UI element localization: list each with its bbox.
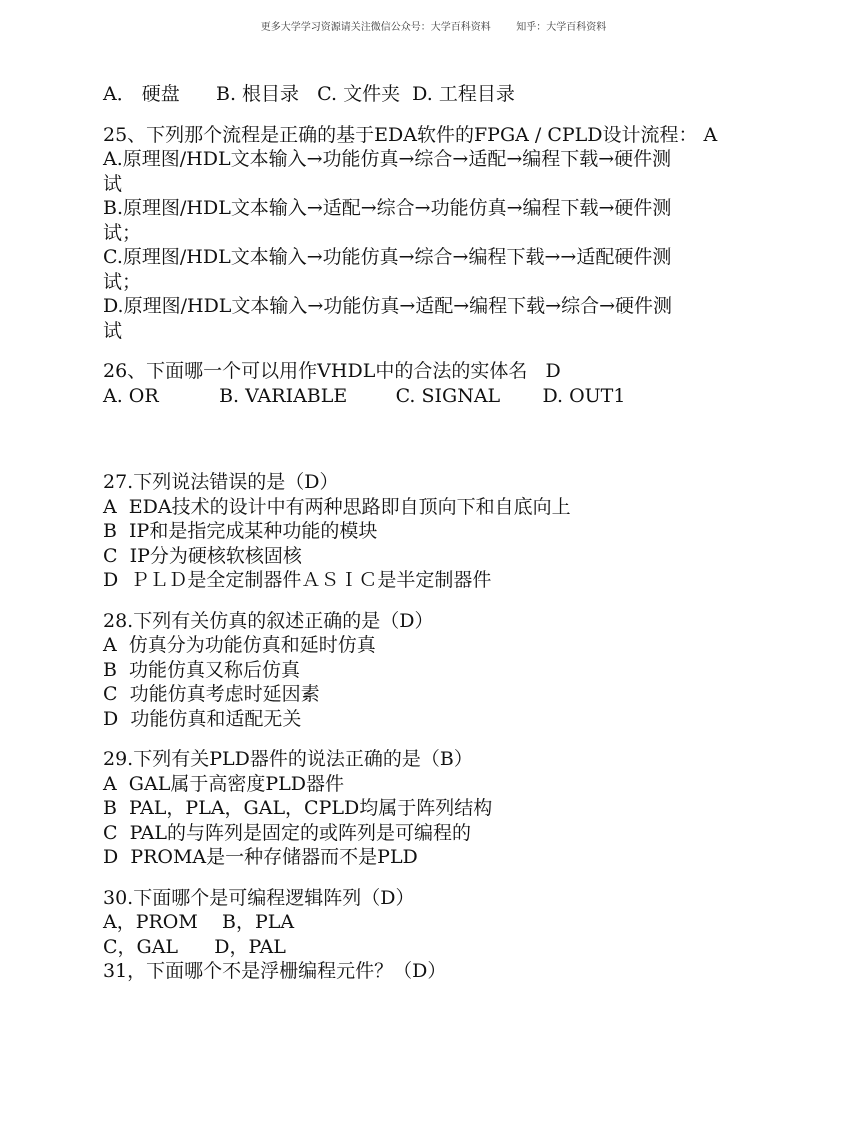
document-body (103, 82, 763, 1000)
option-line: A EDA技术的设计中有两种思路即自顶向下和自底向上 (103, 495, 571, 518)
question-stem: 26、下面哪一个可以用作VHDL中的合法的实体名 D (103, 360, 561, 382)
option-line: B PAL，PLA，GAL，CPLD均属于阵列结构 (103, 797, 493, 819)
option-line: D 功能仿真和适配无关 (103, 707, 302, 730)
question-29 (103, 747, 763, 870)
option-line: 试； (103, 221, 142, 244)
question-25 (103, 123, 763, 344)
option-line: 试； (103, 270, 142, 293)
question-stem: 28.下列有关仿真的叙述正确的是（D） (103, 609, 434, 632)
option-line: A，PROM B，PLA (103, 911, 295, 933)
option-line: D PROMA是一种存储器而不是PLD (103, 846, 418, 868)
question-stem: 25、下列那个流程是正确的基于EDA软件的FPGA / CPLD设计流程： A (103, 123, 718, 146)
question-27 (103, 470, 763, 593)
option-line: A.原理图/HDL文本输入→功能仿真→综合→适配→编程下载→硬件测 (103, 148, 672, 170)
option-line: 试 (103, 319, 123, 342)
question-26 (103, 359, 763, 408)
question-stem: 29.下列有关PLD器件的说法正确的是（B） (103, 748, 473, 770)
option-line: C，GAL D，PAL (103, 935, 286, 958)
option-line: C.原理图/HDL文本输入→功能仿真→综合→编程下载→→适配硬件测 (103, 246, 672, 268)
option-line: A 仿真分为功能仿真和延时仿真 (103, 634, 376, 656)
question-stem: 27.下列说法错误的是（D） (103, 471, 339, 493)
option-line: 试 (103, 172, 123, 195)
option-line: C IP分为硬核软核固核 (103, 544, 302, 567)
option-line: D.原理图/HDL文本输入→功能仿真→适配→编程下载→综合→硬件测 (103, 295, 673, 317)
option-line: A GAL属于高密度PLD器件 (103, 772, 344, 795)
option-line: D ＰＬＤ是全定制器件ＡＳＩＣ是半定制器件 (103, 569, 492, 591)
question-stem: 30.下面哪个是可编程逻辑阵列（D） (103, 886, 415, 909)
question-24-options (103, 82, 763, 107)
page-header: 更多大学学习资源请关注微信公众号：大学百科资料 知乎：大学百科资料 (260, 22, 607, 33)
option-line: C 功能仿真考虑时延因素 (103, 683, 320, 705)
question-stem: 31，下面哪个不是浮栅编程元件？（D） (103, 960, 447, 982)
question-28 (103, 609, 763, 732)
option-line: B 功能仿真又称后仿真 (103, 658, 301, 681)
question-30-31 (103, 886, 763, 984)
option-line: B IP和是指完成某种功能的模块 (103, 520, 378, 542)
option-line: B.原理图/HDL文本输入→适配→综合→功能仿真→编程下载→硬件测 (103, 197, 672, 219)
blank-gap (103, 424, 763, 470)
option-line: C PAL的与阵列是固定的或阵列是可编程的 (103, 821, 471, 844)
text-line: A． 硬盘 B. 根目录 C. 文件夹 D. 工程目录 (103, 83, 515, 105)
option-line: A. OR B. VARIABLE C. SIGNAL D. OUT1 (103, 384, 626, 407)
